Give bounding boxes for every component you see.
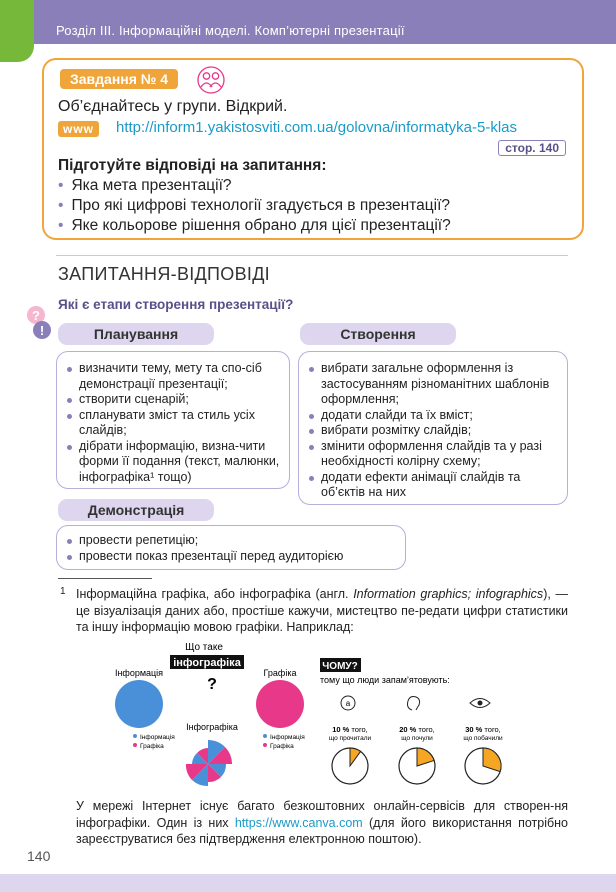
stat-sub: що прочитали	[328, 735, 372, 742]
task-box	[42, 58, 584, 240]
chapter-title: Розділ ІІІ. Інформаційні моделі. Комп’ютерні презентації	[56, 23, 405, 38]
subsection-question: Які є етапи створення презентації?	[58, 297, 294, 312]
footnote-part: Інформаційна графіка, або інфографіка (англ.	[76, 587, 354, 601]
planning-title: Планування	[58, 323, 214, 345]
planning-box	[56, 351, 290, 489]
legend-dot-info	[133, 734, 137, 738]
stat-sub: що почули	[401, 735, 433, 742]
creation-title: Створення	[300, 323, 456, 345]
legend-graphic-2: Графіка	[270, 743, 294, 750]
svg-text:?: ?	[32, 308, 40, 323]
why-text: тому що люди запам’ятовують:	[320, 675, 450, 685]
svg-text:a: a	[345, 699, 351, 708]
list-item: дібрати інформацію, визна-чити форми її подання (текст, малюнки, інфографіка¹ тощо)	[65, 439, 281, 486]
infographic-word: інфографіка	[173, 657, 241, 669]
infographic-pie-label: Інфографіка	[186, 722, 238, 732]
info-label: Інформація	[114, 668, 164, 678]
section-divider	[56, 255, 568, 256]
why-badge: ЧОМУ?	[322, 661, 358, 672]
group-icon	[196, 66, 226, 94]
footnote-part: ), — це візуалізація даних або, простіше кажучи, мистецтво пе-редати цифри статистики та іншу інформацію мовою графіки. Наприклад:	[76, 587, 568, 634]
question-item: • Яка мета презентації?	[58, 176, 451, 196]
demo-box	[56, 525, 406, 570]
footnote-divider	[58, 578, 152, 579]
graphic-label: Графіка	[263, 668, 297, 678]
stat-label: 30 % того,	[465, 725, 501, 734]
stat-label: 20 % того,	[399, 725, 435, 734]
questions-list	[58, 176, 451, 236]
legend-dot-info	[263, 734, 267, 738]
demo-title: Демонстрація	[58, 499, 214, 521]
svg-text:!: !	[39, 323, 45, 338]
stat-pies	[332, 748, 501, 784]
question-mark-icon	[26, 305, 52, 341]
page-number: 140	[27, 848, 51, 864]
legend-graphic: Графіка	[140, 743, 164, 750]
chapter-tab	[0, 0, 34, 62]
legend-dot-graphic	[133, 743, 137, 747]
read-icon	[341, 696, 355, 710]
bottom-paragraph	[76, 798, 568, 848]
eye-icon	[470, 699, 490, 708]
legend-info-2: Інформація	[270, 734, 305, 741]
questions-heading: Підготуйте відповіді на запитання:	[58, 157, 327, 174]
footnote-text	[76, 586, 568, 636]
info-circle	[115, 680, 163, 728]
question-item: • Яке кольорове рішення обрано для цієї презентації?	[58, 216, 451, 236]
section-title: ЗАПИТАННЯ-ВІДПОВІДІ	[58, 264, 270, 284]
task-badge: Завдання № 4	[60, 69, 178, 89]
list-item: визначити тему, мету та спо-сіб демонстрації презентації;	[65, 361, 281, 392]
list-item: додати слайди та їх вміст;	[307, 408, 559, 424]
what-is-text: Що таке	[185, 642, 223, 653]
graphic-circle	[256, 680, 304, 728]
www-label: www	[58, 121, 99, 137]
footer-bar	[0, 874, 616, 892]
bottom-part: У мережі Інтернет існує багато безкоштовних онлайн-сервісів для створен-ня інфографіки. Один із них	[76, 799, 568, 830]
list-item: провести показ презентації перед аудиторією	[65, 549, 397, 565]
list-item: провести репетицію;	[65, 533, 397, 549]
footnote-number: 1	[60, 586, 66, 597]
page-reference: стор. 140	[498, 140, 566, 156]
bottom-part: (для його використання потрібно зареєструватися без підтвердження електронною поштою).	[76, 815, 568, 846]
infographic-rose	[186, 740, 232, 786]
legend-dot-graphic	[263, 743, 267, 747]
infographic-illustration	[108, 640, 508, 790]
list-item: вибрати розмітку слайдів;	[307, 423, 559, 439]
question-item: • Про які цифрові технології згадується в презентації?	[58, 196, 451, 216]
creation-box	[298, 351, 568, 505]
list-item: змінити оформлення слайдів та у разі необхідності колірну схему;	[307, 439, 559, 470]
ear-icon	[408, 697, 420, 711]
list-item: вибрати загальне оформлення із застосуванням різноманітних шаблонів оформлення;	[307, 361, 559, 408]
footnote-italic: Information graphics; infographics	[353, 587, 544, 601]
canva-link[interactable]: https://www.canva.com	[234, 815, 363, 830]
list-item: створити сценарій;	[65, 392, 281, 408]
stat-label: 10 % того,	[332, 725, 368, 734]
list-item: спланувати зміст та стиль усіх слайдів;	[65, 408, 281, 439]
list-item: додати ефекти анімації слайдів та об’єктів на них	[307, 470, 559, 501]
stat-sub: що побачили	[463, 735, 503, 742]
task-intro: Об’єднайтесь у групи. Відкрий.	[58, 98, 288, 115]
task-url-link[interactable]: http://inform1.yakistosviti.com.ua/golovna/informatyka-5-klas	[116, 119, 517, 136]
question-glyph: ?	[207, 676, 217, 693]
legend-info: Інформація	[140, 734, 175, 741]
